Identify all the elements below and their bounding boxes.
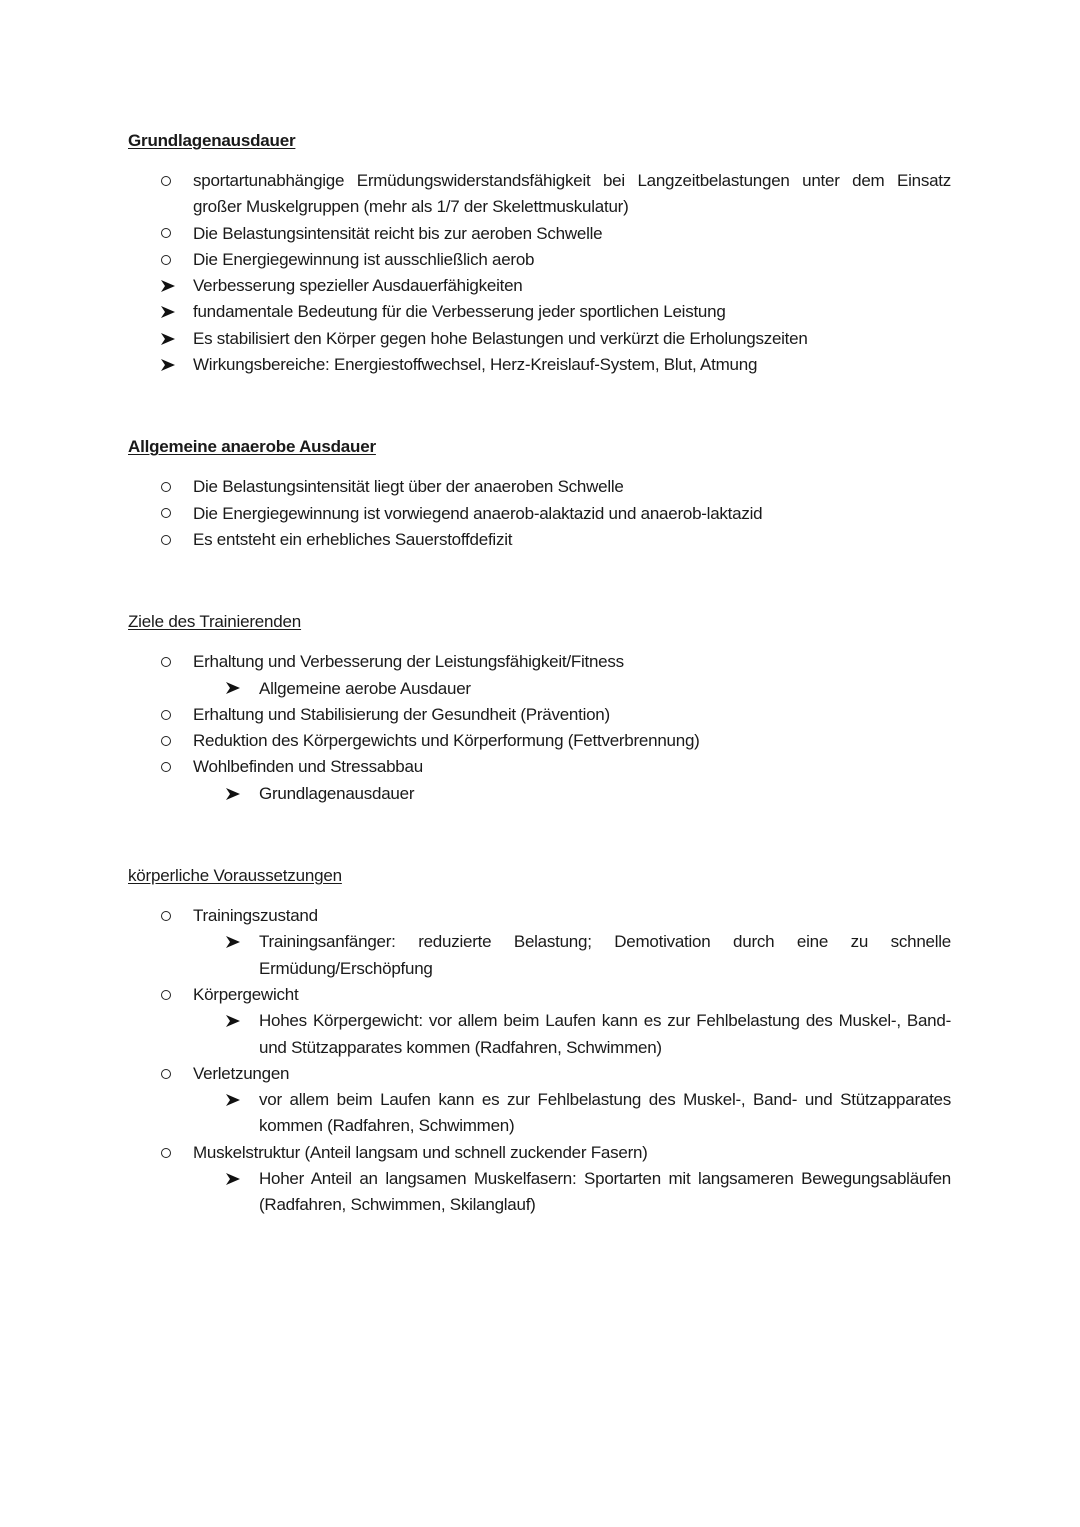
- bullet-list: [128, 903, 951, 1219]
- list-item: vor allem beim Laufen kann es zur Fehlbelastung des Muskel-, Band- und Stützapparates kommen (Radfahren, Schwimmen): [128, 1087, 951, 1140]
- list-item: fundamentale Bedeutung für die Verbesserung jeder sportlichen Leistung: [128, 299, 951, 325]
- list-item: Körpergewicht: [128, 982, 951, 1008]
- circle-bullet-icon: [161, 527, 181, 553]
- list-item: Die Energiegewinnung ist vorwiegend anaerob-alaktazid und anaerob-laktazid: [128, 501, 951, 527]
- list-item: Reduktion des Körpergewichts und Körperformung (Fettverbrennung): [128, 728, 951, 754]
- list-item: Verletzungen: [128, 1061, 951, 1087]
- circle-bullet-icon: [161, 903, 181, 929]
- circle-bullet-icon: [161, 247, 181, 273]
- arrow-bullet-icon: [226, 1008, 246, 1034]
- circle-bullet-icon: [161, 649, 181, 675]
- list-item: Erhaltung und Verbesserung der Leistungsfähigkeit/Fitness: [128, 649, 951, 675]
- bullet-list: [128, 474, 951, 553]
- section-heading: körperliche Voraussetzungen: [128, 866, 342, 886]
- list-item: Hohes Körpergewicht: vor allem beim Laufen kann es zur Fehlbelastung des Muskel-, Band- und Stützapparates kommen (Radfahren, Schwimmen): [128, 1008, 951, 1061]
- circle-bullet-icon: [161, 982, 181, 1008]
- circle-bullet-icon: [161, 1140, 181, 1166]
- circle-bullet-icon: [161, 221, 181, 247]
- document-page: [128, 128, 951, 1219]
- section-heading: Ziele des Trainierenden: [128, 612, 302, 632]
- list-item: Verbesserung spezieller Ausdauerfähigkeiten: [128, 273, 951, 299]
- list-item: Trainingszustand: [128, 903, 951, 929]
- arrow-bullet-icon: [226, 1166, 246, 1192]
- arrow-bullet-icon: [226, 676, 246, 702]
- circle-bullet-icon: [161, 728, 181, 754]
- arrow-bullet-icon: [226, 1087, 246, 1113]
- arrow-bullet-icon: [226, 781, 246, 807]
- section-heading: Allgemeine anaerobe Ausdauer: [128, 437, 376, 457]
- circle-bullet-icon: [161, 474, 181, 500]
- list-item: Es entsteht ein erhebliches Sauerstoffdefizit: [128, 527, 951, 553]
- circle-bullet-icon: [161, 702, 181, 728]
- list-item: Grundlagenausdauer: [128, 781, 951, 807]
- section-anaerobe-ausdauer: [128, 434, 951, 553]
- arrow-bullet-icon: [226, 929, 246, 955]
- circle-bullet-icon: [161, 168, 181, 194]
- list-item: Es stabilisiert den Körper gegen hohe Belastungen und verkürzt die Erholungszeiten: [128, 326, 951, 352]
- circle-bullet-icon: [161, 501, 181, 527]
- list-item: Erhaltung und Stabilisierung der Gesundheit (Prävention): [128, 702, 951, 728]
- list-item: Die Belastungsintensität reicht bis zur aeroben Schwelle: [128, 221, 951, 247]
- arrow-bullet-icon: [161, 299, 181, 325]
- list-item: sportartunabhängige Ermüdungswiderstandsfähigkeit bei Langzeitbelastungen unter dem Einsatz großer Muskelgruppen (mehr als 1/7 der Skelettmuskulatur): [128, 168, 951, 221]
- arrow-bullet-icon: [161, 326, 181, 352]
- list-item: Hoher Anteil an langsamen Muskelfasern: Sportarten mit langsameren Bewegungsabläufen (Radfahren, Schwimmen, Skilanglauf): [128, 1166, 951, 1219]
- list-item: Allgemeine aerobe Ausdauer: [128, 676, 951, 702]
- list-item: Trainingsanfänger: reduzierte Belastung; Demotivation durch eine zu schnelle Ermüdung/Erschöpfung: [128, 929, 951, 982]
- list-item: Die Energiegewinnung ist ausschließlich aerob: [128, 247, 951, 273]
- list-item: Muskelstruktur (Anteil langsam und schnell zuckender Fasern): [128, 1140, 951, 1166]
- section-koerperliche-voraussetzungen: [128, 863, 951, 1219]
- list-item: Wohlbefinden und Stressabbau: [128, 754, 951, 780]
- circle-bullet-icon: [161, 754, 181, 780]
- section-heading: Grundlagenausdauer: [128, 131, 296, 150]
- circle-bullet-icon: [161, 1061, 181, 1087]
- bullet-list: [128, 649, 951, 807]
- arrow-bullet-icon: [161, 352, 181, 378]
- bullet-list: [128, 168, 951, 378]
- section-ziele: [128, 609, 951, 807]
- list-item: Wirkungsbereiche: Energiestoffwechsel, Herz-Kreislauf-System, Blut, Atmung: [128, 352, 951, 378]
- section-grundlagenausdauer: [128, 128, 951, 378]
- arrow-bullet-icon: [161, 273, 181, 299]
- list-item: Die Belastungsintensität liegt über der anaeroben Schwelle: [128, 474, 951, 500]
